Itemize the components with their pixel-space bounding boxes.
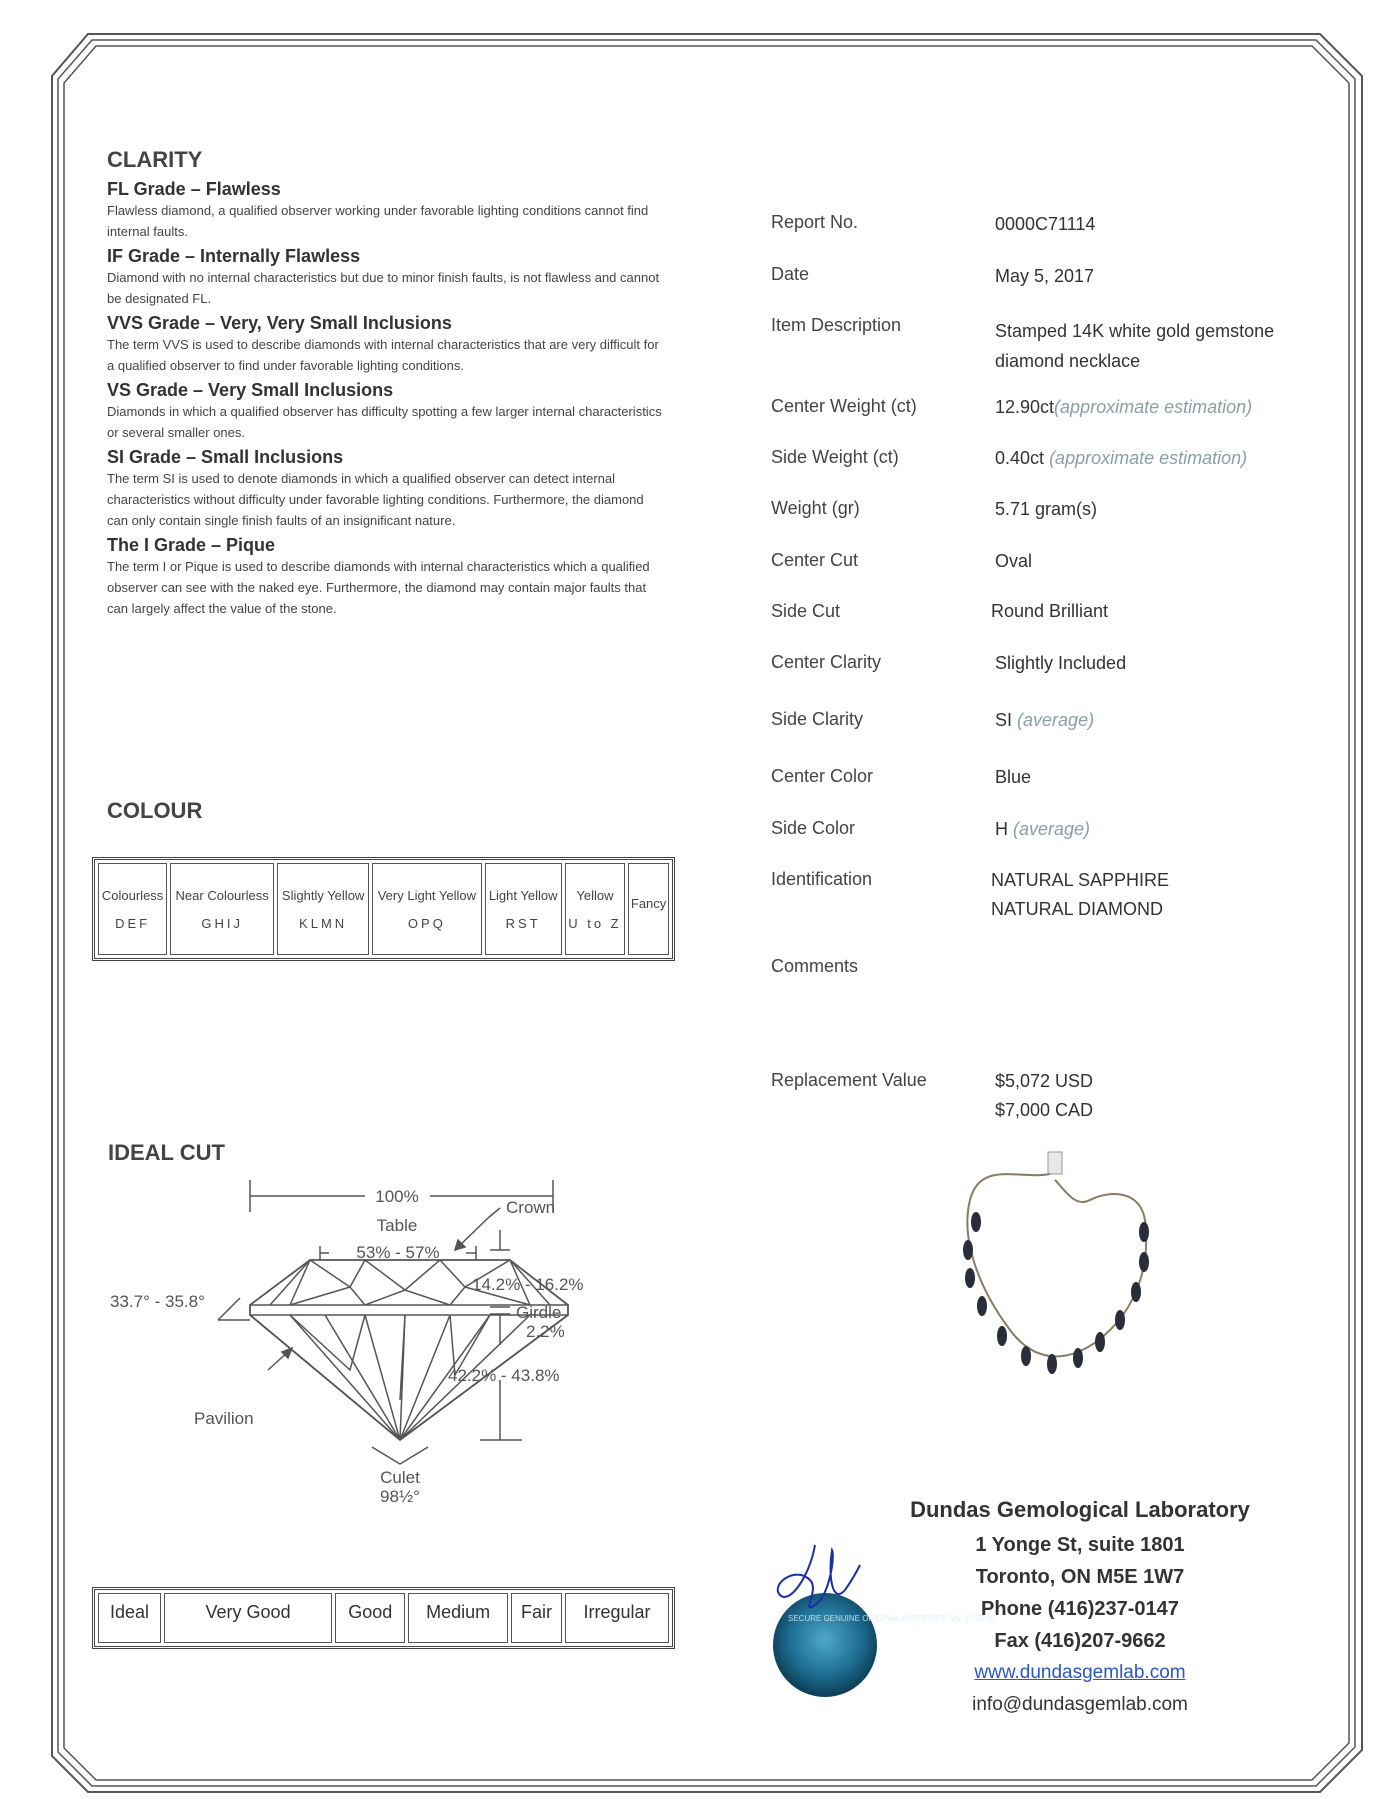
cut-grade-cell: Medium bbox=[408, 1593, 507, 1643]
ideal-cut-diagram bbox=[110, 1170, 680, 1510]
report-label: Weight (gr) bbox=[771, 498, 860, 518]
lab-email[interactable]: info@dundasgemlab.com bbox=[972, 1694, 1188, 1715]
replacement-cad: $7,000 CAD bbox=[995, 1100, 1094, 1120]
report-label: Side Weight (ct) bbox=[771, 447, 899, 467]
report-label: Report No. bbox=[771, 212, 859, 232]
grade-description: Flawless diamond, a qualified observer working under favorable lighting conditions cannot find internal faults. bbox=[107, 203, 649, 239]
colour-cell: Light Yellow RST bbox=[485, 863, 562, 955]
report-label: Center Color bbox=[771, 766, 874, 786]
clarity-grade bbox=[107, 535, 667, 619]
report-label: Center Cut bbox=[771, 550, 859, 570]
cut-grade-cell: Good bbox=[335, 1593, 405, 1643]
diagram-label: 33.7° - 35.8° bbox=[110, 1292, 205, 1311]
seal-text: SECURE GENUINE ORIGINAL AUTHENTIC VALID SEAL bbox=[788, 1614, 996, 1623]
grade-description: Diamonds in which a qualified observer has difficulty spotting a few larger internal characteristics or several smaller ones. bbox=[107, 404, 662, 440]
report-note: (approximate estimation) bbox=[1054, 397, 1253, 417]
diagram-label: Table bbox=[376, 1216, 418, 1235]
report-value: Stamped 14K white gold gemstone diamond necklace bbox=[995, 321, 1275, 371]
diagram-label: 2.2% bbox=[526, 1322, 565, 1341]
colour-cell: Colourless DEF bbox=[98, 863, 167, 955]
cut-grade-cell: Very Good bbox=[164, 1593, 332, 1643]
report-value: Oval bbox=[995, 551, 1033, 571]
comments-label: Comments bbox=[771, 956, 859, 976]
report-label: Side Cut bbox=[771, 601, 841, 621]
report-note: (average) bbox=[1013, 819, 1091, 839]
grade-description: Diamond with no internal characteristics but due to minor finish faults, is not flawless and cannot be designated FL. bbox=[107, 270, 660, 306]
cut-grade-cell: Irregular bbox=[565, 1593, 669, 1643]
clarity-grade bbox=[107, 380, 667, 443]
report-value: 0.40ct (approximate estimation) bbox=[995, 448, 1248, 468]
diagram-label: 14.2% - 16.2% bbox=[472, 1275, 584, 1294]
report-label: Side Clarity bbox=[771, 709, 864, 729]
report-label: Item Description bbox=[771, 315, 902, 335]
lab-address-2: Toronto, ON M5E 1W7 bbox=[975, 1566, 1185, 1588]
grade-description: The term VVS is used to describe diamonds with internal characteristics that are very difficult for a qualified observer to find under favorable lighting conditions. bbox=[107, 337, 659, 373]
cut-grade-table bbox=[92, 1587, 675, 1649]
ideal-cut-title: IDEAL CUT bbox=[108, 1140, 225, 1165]
diagram-label: 100% bbox=[375, 1187, 419, 1206]
grade-title: SI Grade – Small Inclusions bbox=[107, 447, 344, 467]
colour-title: COLOUR bbox=[107, 798, 203, 823]
clarity-grade bbox=[107, 447, 667, 531]
necklace-photo bbox=[940, 1150, 1180, 1420]
clarity-grade bbox=[107, 313, 667, 376]
diagram-label: Culet bbox=[380, 1468, 420, 1487]
identification-label: Identification bbox=[771, 869, 873, 889]
diagram-label: Pavilion bbox=[194, 1409, 254, 1428]
replacement-usd: $5,072 USD bbox=[995, 1071, 1094, 1091]
diagram-label: 53% - 57% bbox=[356, 1243, 440, 1262]
grade-title: FL Grade – Flawless bbox=[107, 179, 281, 199]
cut-grade-cell: Fair bbox=[511, 1593, 562, 1643]
colour-cell: Yellow U to Z bbox=[565, 863, 625, 955]
report-value: Slightly Included bbox=[995, 653, 1127, 673]
report-label: Side Color bbox=[771, 818, 856, 838]
identification-value-2: NATURAL DIAMOND bbox=[991, 899, 1164, 919]
lab-fax: Fax (416)207-9662 bbox=[994, 1630, 1166, 1652]
cut-grade-cell: Ideal bbox=[98, 1593, 161, 1643]
report-value: 0000C71114 bbox=[995, 214, 1096, 234]
diagram-label: Crown bbox=[506, 1198, 556, 1217]
report-label: Date bbox=[771, 264, 810, 284]
colour-scale-table bbox=[92, 857, 675, 961]
report-value: Round Brilliant bbox=[991, 601, 1109, 621]
report-note: (approximate estimation) bbox=[1049, 448, 1248, 468]
grade-title: IF Grade – Internally Flawless bbox=[107, 246, 361, 266]
identification-value-1: NATURAL SAPPHIRE bbox=[991, 870, 1170, 890]
lab-website-link[interactable]: www.dundasgemlab.com bbox=[974, 1662, 1186, 1683]
diagram-label: 42.2% - 43.8% bbox=[448, 1366, 560, 1385]
clarity-grade bbox=[107, 246, 667, 309]
grade-title: VS Grade – Very Small Inclusions bbox=[107, 380, 394, 400]
lab-name: Dundas Gemological Laboratory bbox=[910, 1497, 1250, 1522]
lab-phone: Phone (416)237-0147 bbox=[981, 1598, 1179, 1620]
report-label: Center Weight (ct) bbox=[771, 396, 917, 416]
report-value: 5.71 gram(s) bbox=[995, 499, 1098, 519]
lab-address-1: 1 Yonge St, suite 1801 bbox=[975, 1534, 1185, 1556]
replacement-label: Replacement Value bbox=[771, 1070, 927, 1090]
clarity-section bbox=[107, 147, 667, 623]
diagram-label: 98½° bbox=[380, 1487, 420, 1506]
clarity-title: CLARITY bbox=[107, 147, 203, 172]
report-note: (average) bbox=[1017, 710, 1095, 730]
grade-description: The term SI is used to denote diamonds in which a qualified observer can detect internal characteristics without difficulty under favorable lighting conditions. Furthermore, the diamond can only contain single finish faults of an insignificant nature. bbox=[107, 471, 644, 528]
lab-contact bbox=[870, 1497, 1290, 1721]
report-value: SI (average) bbox=[995, 710, 1095, 730]
report-value: May 5, 2017 bbox=[995, 266, 1095, 286]
grade-title: The I Grade – Pique bbox=[107, 535, 276, 555]
colour-cell: Near Colourless GHIJ bbox=[170, 863, 274, 955]
colour-cell: Slightly Yellow KLMN bbox=[277, 863, 369, 955]
report-label: Center Clarity bbox=[771, 652, 882, 672]
diagram-label: Girdle bbox=[516, 1303, 562, 1322]
grade-title: VVS Grade – Very, Very Small Inclusions bbox=[107, 313, 452, 333]
report-value: Blue bbox=[995, 767, 1032, 787]
colour-cell: Fancy bbox=[628, 863, 669, 955]
clarity-grade bbox=[107, 179, 667, 242]
grade-description: The term I or Pique is used to describe diamonds with internal characteristics which a qualified observer can see with the naked eye. Furthermore, the diamond may contain major faults that can largely affect the value of the stone. bbox=[107, 559, 650, 616]
report-value: 12.90ct(approximate estimation) bbox=[995, 397, 1253, 417]
colour-cell: Very Light Yellow OPQ bbox=[372, 863, 481, 955]
report-value: H (average) bbox=[995, 819, 1091, 839]
